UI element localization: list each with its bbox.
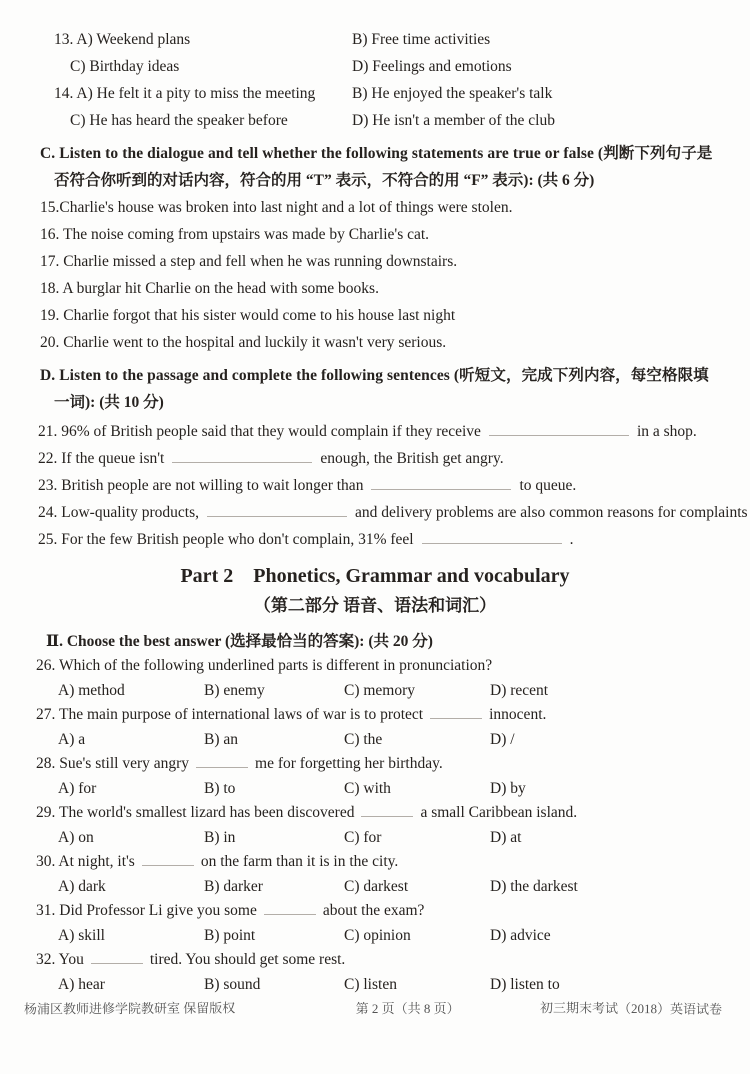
fill-after: to queue. (519, 477, 577, 494)
section-d-heading-line2: 一词): (共 10 分) (54, 394, 164, 411)
option-text: D) at (490, 828, 522, 846)
option-text: D) recent (490, 681, 549, 699)
option-text: C) the (344, 730, 383, 748)
option-text: B) to (204, 779, 236, 797)
option-text: A) for (58, 779, 97, 797)
footer-copyright: 杨浦区教师进修学院教研室 保留版权 (23, 1000, 236, 1017)
part2-title-prefix: Part 2 (180, 565, 234, 587)
question-stem (0, 801, 750, 826)
footer-exam-label: 初三期末考试（2018）英语试卷 (539, 1000, 723, 1017)
option-text: B) an (204, 730, 239, 748)
option-text: B) sound (204, 975, 261, 993)
answer-blank (142, 852, 194, 866)
listening-mc-block (0, 26, 750, 134)
fill-before: 25. For the few British people who don't complain, 31% feel (38, 531, 414, 548)
stem-before: 30. At night, it's (36, 853, 135, 870)
option-text: D) He isn't a member of the club (352, 112, 555, 129)
option-text: B) point (204, 926, 256, 944)
fill-in-line (0, 472, 750, 499)
option-text: C) He has heard the speaker before (70, 112, 288, 129)
statement-line: 17. Charlie missed a step and fell when he was running downstairs. (40, 253, 458, 270)
answer-blank (430, 705, 482, 719)
option-text: C) memory (344, 681, 416, 699)
question-options (0, 826, 750, 851)
fill-in-line (0, 499, 750, 526)
stem-after: about the exam? (322, 902, 425, 919)
question-stem (0, 850, 750, 875)
answer-blank (361, 803, 413, 817)
answer-blank (196, 754, 248, 768)
option-text: D) listen to (490, 975, 560, 993)
stem-before: 28. Sue's still very angry (36, 755, 190, 772)
option-text: D) the darkest (490, 877, 578, 895)
stem-after: a small Caribbean island. (420, 804, 578, 821)
answer-blank (264, 901, 316, 915)
section-d-heading (0, 362, 750, 416)
option-text: C) Birthday ideas (70, 58, 180, 75)
section-c-heading (0, 140, 750, 194)
option-text: D) advice (490, 926, 551, 944)
stem-after: tired. You should get some rest. (149, 951, 346, 968)
question-stem (0, 752, 750, 777)
option-text: B) Free time activities (352, 31, 491, 48)
option-text: C) for (344, 828, 382, 846)
option-text: 14. A) He felt it a pity to miss the meeting (54, 85, 316, 102)
option-text: C) darkest (344, 877, 409, 895)
statement-line: 19. Charlie forgot that his sister would come to his house last night (40, 307, 456, 324)
fill-in-line (0, 418, 750, 445)
mc-row (54, 80, 730, 107)
option-text: C) opinion (344, 926, 411, 944)
answer-blank (91, 950, 143, 964)
fill-before: 22. If the queue isn't (38, 450, 165, 467)
answer-blank (371, 476, 511, 490)
fill-before: 24. Low-quality products, (38, 504, 200, 521)
option-text: A) on (58, 828, 94, 846)
question-options (0, 679, 750, 704)
mc-row (54, 26, 730, 53)
option-text: A) method (58, 681, 125, 699)
option-text: A) hear (58, 975, 105, 993)
question-stem (0, 703, 750, 728)
fill-after: . (569, 531, 574, 548)
answer-blank (207, 503, 347, 517)
part2-title-main: Phonetics, Grammar and vocabulary (253, 565, 570, 587)
question-options (0, 973, 750, 998)
question-options (0, 728, 750, 753)
part2-subtitle: （第二部分 语音、语法和词汇） (253, 596, 497, 615)
statement-line: 18. A burglar hit Charlie on the head with some books. (40, 280, 379, 297)
stem-before: 29. The world's smallest lizard has been discovered (36, 804, 355, 821)
question-stem (0, 899, 750, 924)
part2-title (0, 561, 750, 591)
option-text: D) by (490, 779, 526, 797)
answer-blank (172, 449, 312, 463)
fill-before: 23. British people are not willing to wait longer than (38, 477, 364, 494)
answer-blank (489, 422, 629, 436)
answer-blank (422, 530, 562, 544)
mc-row (54, 53, 730, 80)
question-stem (0, 948, 750, 973)
section-c-heading-line1: C. Listen to the dialogue and tell whether the following statements are true or false (判断下列句子是 (40, 145, 713, 162)
page-footer (24, 998, 722, 1017)
stem-before: 32. You (36, 951, 84, 968)
question-options (0, 777, 750, 802)
option-text: C) with (344, 779, 391, 797)
fill-after: and delivery problems are also common reasons for complaints (355, 504, 748, 521)
option-text: 13. A) Weekend plans (54, 31, 191, 48)
section-ii-heading: Ⅱ. Choose the best answer (选择最恰当的答案): (共 20 分) (46, 633, 433, 650)
option-text: A) a (58, 730, 86, 748)
option-text: B) darker (204, 877, 263, 895)
option-text: D) / (490, 730, 515, 748)
mc-row (54, 107, 730, 134)
question-options (0, 875, 750, 900)
fill-in-line (0, 526, 750, 553)
footer-page-number: 第 2 页（共 8 页） (355, 1001, 460, 1016)
fill-before: 21. 96% of British people said that they would complain if they receive (38, 423, 481, 440)
statement-line: 15.Charlie's house was broken into last night and a lot of things were stolen. (40, 199, 513, 216)
option-text: B) enemy (204, 681, 265, 699)
fill-in-line (0, 445, 750, 472)
option-text: B) He enjoyed the speaker's talk (352, 85, 553, 102)
true-false-statements (0, 194, 750, 356)
option-text: C) listen (344, 975, 397, 993)
option-text: A) skill (58, 926, 105, 944)
stem-before: 27. The main purpose of international laws of war is to protect (36, 706, 424, 723)
fill-after: enough, the British get angry. (320, 450, 504, 467)
section-d-heading-line1: D. Listen to the passage and complete the following sentences (听短文，完成下列内容，每空格限填 (40, 367, 709, 384)
question-options (0, 924, 750, 949)
fill-in-items (0, 418, 750, 553)
option-text: D) Feelings and emotions (352, 58, 512, 75)
option-text: A) dark (58, 877, 106, 895)
stem-before: 31. Did Professor Li give you some (36, 902, 257, 919)
stem-after: innocent. (489, 706, 547, 723)
statement-line: 16. The noise coming from upstairs was made by Charlie's cat. (40, 226, 430, 243)
fill-after: in a shop. (636, 423, 697, 440)
option-text: B) in (204, 828, 236, 846)
statement-line: 20. Charlie went to the hospital and luckily it wasn't very serious. (40, 334, 447, 351)
stem-after: me for forgetting her birthday. (255, 755, 443, 772)
question-stem: 26. Which of the following underlined parts is different in pronunciation? (36, 657, 493, 674)
section-c-heading-line2: 否符合你听到的对话内容，符合的用 “T” 表示，不符合的用 “F” 表示): (共 6 分) (54, 172, 595, 189)
stem-after: on the farm than it is in the city. (200, 853, 399, 870)
